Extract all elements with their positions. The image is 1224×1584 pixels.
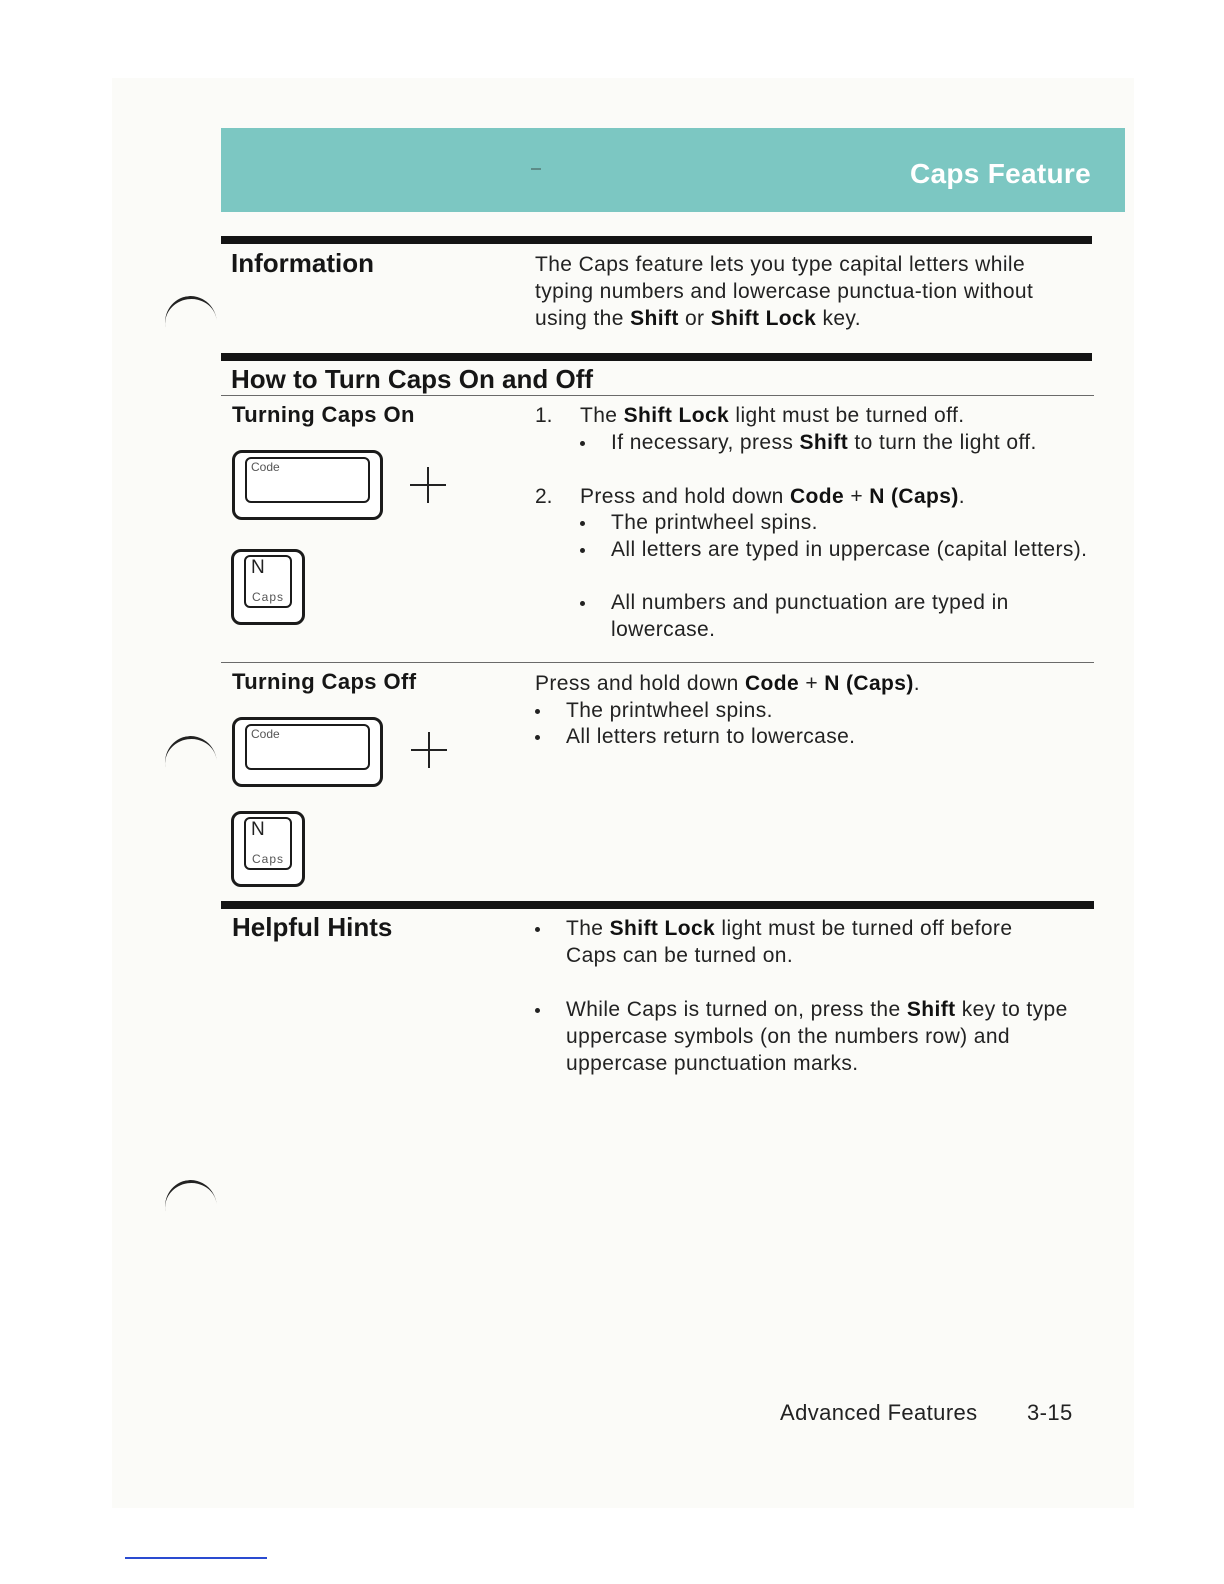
list-item: All numbers and punctuation are typed in lowercase. xyxy=(611,589,1081,643)
n-caps-key-icon xyxy=(231,549,305,625)
heading-underline xyxy=(221,395,1094,396)
caps-key-label: Caps xyxy=(252,590,285,604)
subsection-divider xyxy=(221,662,1094,663)
header-band xyxy=(221,128,1125,212)
how-to-heading: How to Turn Caps On and Off xyxy=(231,364,594,394)
caps-on-subheading: Turning Caps On xyxy=(232,402,415,427)
section-rule xyxy=(221,236,1092,244)
step-2-text: Press and hold down Code + N (Caps). xyxy=(580,485,966,508)
caps-key-label: Caps xyxy=(252,852,285,866)
caps-off-text: Press and hold down Code + N (Caps). xyxy=(535,672,921,695)
code-key-icon xyxy=(232,717,383,787)
code-key-label: Code xyxy=(251,727,280,741)
list-item: While Caps is turned on, press the Shift key to type uppercase symbols (on the numbers row) and uppercase punctuation marks. xyxy=(566,996,1081,1077)
list-item: The printwheel spins. xyxy=(566,697,1066,724)
section-rule xyxy=(221,353,1092,361)
list-item: If necessary, press Shift to turn the light off. xyxy=(611,429,1081,456)
information-heading: Information xyxy=(231,248,374,278)
information-text: The Caps feature lets you type capital letters while typing numbers and lowercase punctua-tion without using the Shift or Shift Lock key. xyxy=(535,253,1034,330)
footer-section-name: Advanced Features xyxy=(780,1400,978,1425)
section-rule xyxy=(221,901,1094,909)
step-number: 2. xyxy=(535,485,553,508)
page-number: 3-15 xyxy=(1027,1400,1073,1425)
n-key-label: N xyxy=(251,557,265,578)
scan-edge-line xyxy=(125,1557,267,1559)
header-mark xyxy=(531,168,541,170)
hints-heading: Helpful Hints xyxy=(232,912,393,942)
plus-icon xyxy=(410,467,446,503)
list-item: The Shift Lock light must be turned off before Caps can be turned on. xyxy=(566,915,1036,969)
list-item: All letters are typed in uppercase (capital letters). xyxy=(611,536,1091,563)
code-key-icon xyxy=(232,450,383,520)
caps-off-subheading: Turning Caps Off xyxy=(232,669,417,694)
code-key-label: Code xyxy=(251,460,280,474)
n-caps-key-icon xyxy=(231,811,305,887)
list-item: All letters return to lowercase. xyxy=(566,723,1066,750)
plus-icon xyxy=(411,732,447,768)
page-title: Caps Feature xyxy=(910,158,1091,189)
list-item: The printwheel spins. xyxy=(611,509,1081,536)
step-number: 1. xyxy=(535,404,553,427)
step-1-text: The Shift Lock light must be turned off. xyxy=(580,404,965,427)
n-key-label: N xyxy=(251,819,265,840)
